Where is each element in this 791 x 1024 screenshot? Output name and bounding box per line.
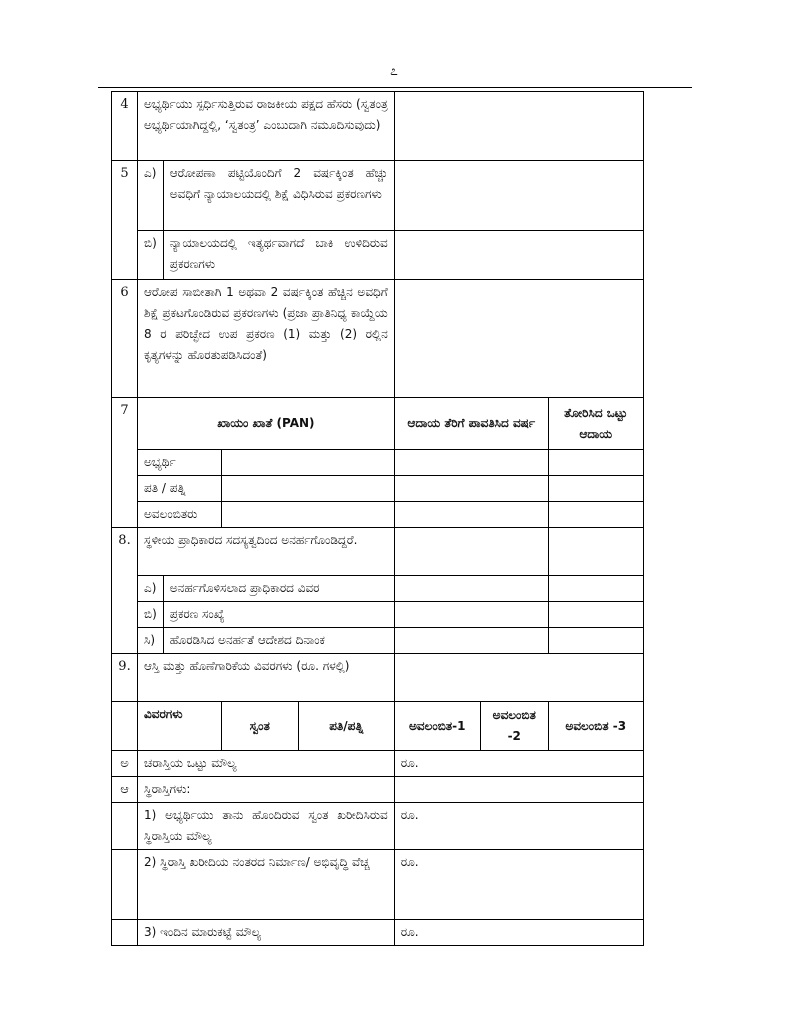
dependent-1-header: ಅವಲಂಬಿತ-1 [394,702,480,751]
order-date-field[interactable] [394,628,548,654]
self-acquired-value-field[interactable]: ರೂ. [394,803,643,850]
development-cost-field[interactable]: ರೂ. [394,850,643,920]
sub-mark: ಎ) [138,161,164,231]
row-mark: ಅ [112,751,138,777]
pan-header: ಖಾಯಂ ಖಾತೆ (PAN) [138,398,395,450]
sub-mark: ಬಿ) [138,602,164,628]
row-8c [112,628,644,654]
row-8a [112,576,644,602]
row-8 [112,528,644,576]
row-number: 6 [112,280,138,398]
pan-row-dependents [112,502,644,528]
row-number: 5 [112,161,138,280]
pending-cases-label: ನ್ಯಾಯಾಲಯದಲ್ಲಿ ಇತ್ಯರ್ಥವಾಗದೆ ಬಾಕಿ ಉಳಿದಿರುವ ಪ್ರಕರಣಗಳು [163,231,394,280]
row-mark: ಆ [112,777,138,803]
row-number: 7 [112,398,138,528]
disqualification-field[interactable] [394,528,548,576]
movable-assets-field[interactable]: ರೂ. [394,751,643,777]
row-5a [112,161,644,231]
authority-details-label: ಅನರ್ಹಗೊಳಿಸಲಾದ ಪ್ರಾಧಿಕಾರದ ವಿವರ [163,576,394,602]
sentenced-cases-field[interactable] [394,280,643,398]
order-date-label: ಹೊರಡಿಸಿದ ಅನರ್ಹತೆ ಆದೇಶದ ದಿನಾಂಕ [163,628,394,654]
pan-field[interactable] [221,502,394,528]
movable-assets-row [112,751,644,777]
assets-liabilities-label: ಆಸ್ತಿ ಮತ್ತು ಹೊಣೆಗಾರಿಕೆಯ ವಿವರಗಳು (ರೂ. ಗಳಲ್ಲಿ) [138,654,395,702]
row-4 [112,92,644,161]
sentenced-cases-label: ಆರೋಪ ಸಾಬೀತಾಗಿ 1 ಅಥವಾ 2 ವರ್ಷಕ್ಕಿಂತ ಹೆಚ್ಚಿನ ಅವಧಿಗೆ ಶಿಕ್ಷೆ ಪ್ರಕಟಗೊಂಡಿರುವ ಪ್ರಕರಣಗಳು (ಪ್ರಜಾ ಪ್ರಾತಿನಿಧ್ಯ ಕಾಯ್ದೆಯ 8 ರ ಪರಿಚ್ಛೇದ ಉಪ ಪ್ರಕರಣ (1) ಮತ್ತು (2) ರಲ್ಲಿನ ಕೃತ್ಯಗಳನ್ನು ಹೊರತುಪಡಿಸಿದಂತೆ) [138,280,395,398]
sub-mark: ಸಿ) [138,628,164,654]
assets-header-row [112,702,644,751]
movable-assets-label: ಚರಾಸ್ತಿಯ ಒಟ್ಟು ಮೌಲ್ಯ [138,751,395,777]
immovable-sub-2 [112,850,644,920]
pan-row-label: ಅವಲಂಬಿತರು [138,502,222,528]
row-number: 4 [112,92,138,161]
tax-year-header: ಆದಾಯ ತೆರಿಗೆ ಪಾವತಿಸಿದ ವರ್ಷ [394,398,548,450]
case-number-label: ಪ್ರಕರಣ ಸಂಖ್ಯೆ [163,602,394,628]
pan-row-label: ಅಭ್ಯರ್ಥಿ [138,450,222,476]
pending-cases-field[interactable] [394,231,643,280]
row-6 [112,280,644,398]
case-number-field[interactable] [394,602,548,628]
header-rule [98,87,692,88]
self-acquired-value-label: 1) ಅಭ್ಯರ್ಥಿಯು ತಾನು ಹೊಂದಿರುವ ಸ್ವಂತ ಖರೀದಿಸಿರುವ ಸ್ಥಿರಾಸ್ತಿಯ ಮೌಲ್ಯ [138,803,395,850]
disqualification-field-2[interactable] [548,528,643,576]
development-cost-label: 2) ಸ್ಥಿರಾಸ್ತಿ ಖರೀದಿಯ ನಂತರದ ನಿರ್ಮಾಣ/ ಅಭಿವೃದ್ಧಿ ವೆಚ್ಚ [138,850,395,920]
immovable-sub-1 [112,803,644,850]
immovable-sub-3 [112,920,644,946]
immovable-assets-field[interactable] [394,777,643,803]
immovable-assets-row [112,777,644,803]
authority-details-field-2[interactable] [548,576,643,602]
income-field[interactable] [548,502,643,528]
row-7-header [112,398,644,450]
pan-field[interactable] [221,476,394,502]
case-number-field-2[interactable] [548,602,643,628]
row-9 [112,654,644,702]
disqualification-label: ಸ್ಥಳೀಯ ಪ್ರಾಧಿಕಾರದ ಸದಸ್ಯತ್ವದಿಂದ ಅನರ್ಹಗೊಂಡಿದ್ದರೆ. [138,528,395,576]
convicted-cases-label: ಆರೋಪಣಾ ಪಟ್ಟಿಯೊಂದಿಗೆ 2 ವರ್ಷಕ್ಕಿಂತ ಹೆಚ್ಚು ಅವಧಿಗೆ ನ್ಯಾಯಾಲಯದಲ್ಲಿ ಶಿಕ್ಷೆ ವಿಧಿಸಿರುವ ಪ್ರಕರಣಗಳು [163,161,394,231]
market-value-label: 3) ಇಂದಿನ ಮಾರುಕಟ್ಟೆ ಮೌಲ್ಯ [138,920,395,946]
pan-field[interactable] [221,450,394,476]
row-5b [112,231,644,280]
page-number: ೭ [390,63,398,79]
tax-year-field[interactable] [394,502,548,528]
sub-mark: ಬಿ) [138,231,164,280]
tax-year-field[interactable] [394,476,548,502]
convicted-cases-field[interactable] [394,161,643,231]
political-party-field[interactable] [394,92,643,161]
tax-year-field[interactable] [394,450,548,476]
details-header: ವಿವರಗಳು [138,702,222,751]
assets-liabilities-field[interactable] [394,654,643,702]
dependent-2-header: ಅವಲಂಬಿತ -2 [480,702,548,751]
sub-mark: ಎ) [138,576,164,602]
row-number: 9. [112,654,138,702]
income-field[interactable] [548,476,643,502]
pan-row-spouse [112,476,644,502]
spouse-header: ಪತಿ/ಪತ್ನಿ [298,702,394,751]
political-party-label: ಅಭ್ಯರ್ಥಿಯು ಸ್ಪರ್ಧಿಸುತ್ತಿರುವ ರಾಜಕೀಯ ಪಕ್ಷದ ಹೆಸರು (ಸ್ವತಂತ್ರ ಅಭ್ಯರ್ಥಿಯಾಗಿದ್ದಲ್ಲಿ, ‘ಸ್ವತಂತ್ರ’ ಎಂಬುದಾಗಿ ನಮೂದಿಸುವುದು) [138,92,395,161]
pan-row-label: ಪತಿ / ಪತ್ನಿ [138,476,222,502]
pan-row-candidate [112,450,644,476]
dependent-3-header: ಅವಲಂಬಿತ -3 [548,702,643,751]
affidavit-form-table [111,91,644,946]
income-header: ತೋರಿಸಿದ ಒಟ್ಟು ಆದಾಯ [548,398,643,450]
immovable-assets-label: ಸ್ಥಿರಾಸ್ತಿಗಳು: [138,777,395,803]
row-number: 8. [112,528,138,654]
market-value-field[interactable]: ರೂ. [394,920,643,946]
own-header: ಸ್ವಂತ [221,702,298,751]
income-field[interactable] [548,450,643,476]
row-8b [112,602,644,628]
order-date-field-2[interactable] [548,628,643,654]
authority-details-field[interactable] [394,576,548,602]
